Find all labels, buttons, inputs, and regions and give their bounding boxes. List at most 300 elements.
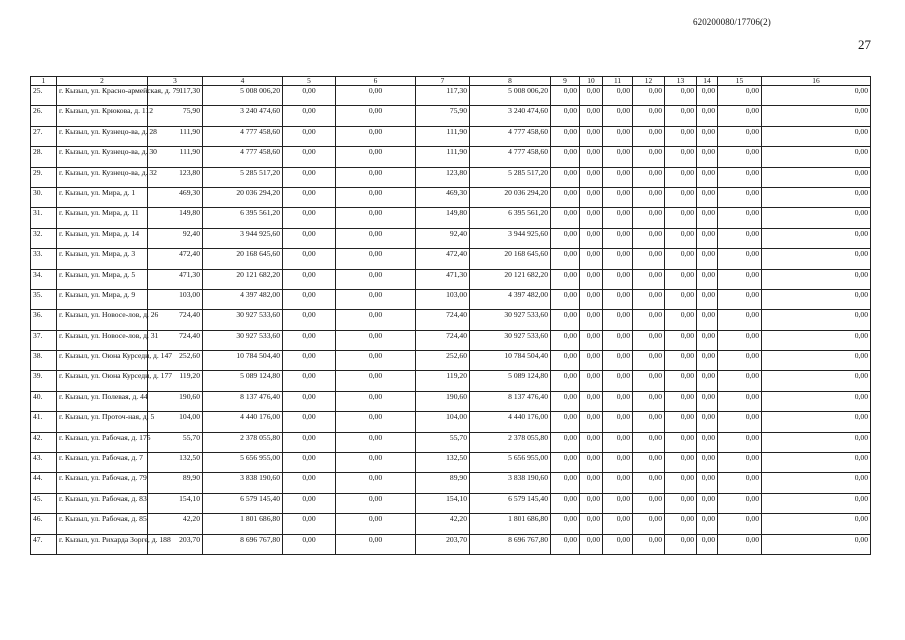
cell-value: 0,00: [336, 534, 416, 554]
cell-value: 0,00: [718, 473, 762, 493]
cell-value: 2 378 055,80: [470, 432, 551, 452]
cell-value: 0,00: [283, 147, 336, 167]
table-row: [31, 412, 871, 432]
row-number: 31.: [31, 208, 57, 228]
cell-value: 0,00: [633, 473, 665, 493]
cell-value: 0,00: [718, 391, 762, 411]
cell-value: 0,00: [283, 310, 336, 330]
cell-value: 0,00: [283, 269, 336, 289]
address-cell: г. Кызыл, ул. Мира, д. 1: [57, 187, 148, 207]
table-header-row: [31, 77, 871, 86]
cell-value: 0,00: [762, 473, 871, 493]
cell-value: 0,00: [633, 412, 665, 432]
cell-value: 0,00: [336, 147, 416, 167]
cell-value: 0,00: [718, 147, 762, 167]
cell-value: 0,00: [283, 86, 336, 106]
cell-value: 0,00: [283, 514, 336, 534]
address-cell: г. Кызыл, ул. Кузнецо-ва, д. 30: [57, 147, 148, 167]
cell-value: 0,00: [551, 493, 580, 513]
cell-value: 0,00: [762, 86, 871, 106]
cell-value: 0,00: [718, 106, 762, 126]
cell-value: 0,00: [762, 514, 871, 534]
cell-value: 0,00: [718, 167, 762, 187]
cell-value: 0,00: [762, 228, 871, 248]
cell-value: 0,00: [697, 208, 718, 228]
cell-value: 0,00: [283, 126, 336, 146]
address-cell: г. Кызыл, ул. Новосе-лов, д. 26: [57, 310, 148, 330]
column-header: 4: [203, 77, 283, 86]
cell-value: 0,00: [665, 269, 697, 289]
cell-value: 472,40: [148, 249, 203, 269]
cell-value: 20 121 682,20: [203, 269, 283, 289]
cell-value: 0,00: [718, 412, 762, 432]
cell-value: 0,00: [665, 310, 697, 330]
cell-value: 0,00: [580, 228, 603, 248]
row-number: 34.: [31, 269, 57, 289]
cell-value: 0,00: [551, 126, 580, 146]
table-row: [31, 391, 871, 411]
table-row: [31, 534, 871, 554]
document-id: 620200080/17706(2): [693, 17, 771, 27]
cell-value: 0,00: [603, 86, 633, 106]
row-number: 45.: [31, 493, 57, 513]
cell-value: 0,00: [762, 453, 871, 473]
cell-value: 0,00: [551, 187, 580, 207]
table-row: [31, 249, 871, 269]
row-number: 41.: [31, 412, 57, 432]
row-number: 46.: [31, 514, 57, 534]
column-header: 1: [31, 77, 57, 86]
cell-value: 471,30: [416, 269, 470, 289]
cell-value: 92,40: [416, 228, 470, 248]
cell-value: 0,00: [580, 289, 603, 309]
cell-value: 0,00: [665, 187, 697, 207]
cell-value: 0,00: [551, 167, 580, 187]
table-row: [31, 453, 871, 473]
cell-value: 0,00: [336, 228, 416, 248]
cell-value: 3 240 474,60: [203, 106, 283, 126]
cell-value: 0,00: [633, 534, 665, 554]
cell-value: 0,00: [283, 167, 336, 187]
cell-value: 132,50: [148, 453, 203, 473]
column-header: 13: [665, 77, 697, 86]
cell-value: 0,00: [551, 534, 580, 554]
row-number: 39.: [31, 371, 57, 391]
cell-value: 8 137 476,40: [203, 391, 283, 411]
row-number: 28.: [31, 147, 57, 167]
cell-value: 0,00: [718, 534, 762, 554]
cell-value: 0,00: [580, 534, 603, 554]
cell-value: 203,70: [148, 534, 203, 554]
cell-value: 0,00: [603, 249, 633, 269]
cell-value: 0,00: [633, 126, 665, 146]
address-cell: г. Кызыл, ул. Мира, д. 5: [57, 269, 148, 289]
cell-value: 0,00: [718, 228, 762, 248]
cell-value: 0,00: [633, 187, 665, 207]
cell-value: 75,90: [416, 106, 470, 126]
cell-value: 6 579 145,40: [203, 493, 283, 513]
column-header: 10: [580, 77, 603, 86]
cell-value: 0,00: [603, 310, 633, 330]
cell-value: 0,00: [603, 371, 633, 391]
cell-value: 119,20: [148, 371, 203, 391]
address-cell: г. Кызыл, ул. Мира, д. 11: [57, 208, 148, 228]
cell-value: 30 927 533,60: [203, 330, 283, 350]
cell-value: 0,00: [633, 310, 665, 330]
cell-value: 0,00: [633, 147, 665, 167]
cell-value: 0,00: [336, 391, 416, 411]
column-header: 14: [697, 77, 718, 86]
column-header: 12: [633, 77, 665, 86]
cell-value: 0,00: [603, 493, 633, 513]
cell-value: 0,00: [697, 371, 718, 391]
cell-value: 0,00: [633, 432, 665, 452]
table-row: [31, 228, 871, 248]
cell-value: 0,00: [697, 432, 718, 452]
cell-value: 5 008 006,20: [470, 86, 551, 106]
cell-value: 0,00: [697, 167, 718, 187]
cell-value: 0,00: [697, 249, 718, 269]
cell-value: 0,00: [697, 330, 718, 350]
row-number: 29.: [31, 167, 57, 187]
cell-value: 4 777 458,60: [203, 126, 283, 146]
cell-value: 0,00: [633, 453, 665, 473]
cell-value: 5 089 124,80: [470, 371, 551, 391]
cell-value: 0,00: [603, 432, 633, 452]
cell-value: 472,40: [416, 249, 470, 269]
column-header: 8: [470, 77, 551, 86]
table-row: [31, 269, 871, 289]
address-cell: г. Кызыл, ул. Рабочая, д. 175: [57, 432, 148, 452]
cell-value: 4 777 458,60: [470, 126, 551, 146]
cell-value: 252,60: [148, 351, 203, 371]
cell-value: 0,00: [697, 126, 718, 146]
cell-value: 0,00: [762, 208, 871, 228]
cell-value: 117,30: [416, 86, 470, 106]
cell-value: 0,00: [633, 330, 665, 350]
cell-value: 0,00: [762, 412, 871, 432]
cell-value: 55,70: [148, 432, 203, 452]
cell-value: 0,00: [580, 269, 603, 289]
column-header: 6: [336, 77, 416, 86]
page-number: 27: [858, 37, 871, 52]
cell-value: 0,00: [665, 86, 697, 106]
cell-value: 0,00: [603, 534, 633, 554]
cell-value: 111,90: [416, 126, 470, 146]
table-row: [31, 514, 871, 534]
cell-value: 0,00: [580, 208, 603, 228]
cell-value: 0,00: [633, 167, 665, 187]
row-number: 38.: [31, 351, 57, 371]
cell-value: 0,00: [665, 147, 697, 167]
cell-value: 0,00: [551, 208, 580, 228]
row-number: 40.: [31, 391, 57, 411]
cell-value: 0,00: [718, 86, 762, 106]
cell-value: 0,00: [665, 473, 697, 493]
cell-value: 0,00: [603, 167, 633, 187]
cell-value: 0,00: [718, 289, 762, 309]
cell-value: 0,00: [718, 453, 762, 473]
cell-value: 0,00: [697, 412, 718, 432]
cell-value: 0,00: [551, 371, 580, 391]
cell-value: 5 285 517,20: [470, 167, 551, 187]
address-cell: г. Кызыл, ул. Проточ-ная, д. 5: [57, 412, 148, 432]
cell-value: 0,00: [665, 249, 697, 269]
data-table: [30, 76, 871, 555]
cell-value: 0,00: [665, 167, 697, 187]
cell-value: 3 944 925,60: [203, 228, 283, 248]
cell-value: 0,00: [762, 289, 871, 309]
cell-value: 0,00: [283, 187, 336, 207]
cell-value: 4 440 176,00: [470, 412, 551, 432]
table-row: [31, 106, 871, 126]
cell-value: 0,00: [283, 493, 336, 513]
cell-value: 0,00: [665, 228, 697, 248]
cell-value: 0,00: [283, 453, 336, 473]
cell-value: 0,00: [580, 412, 603, 432]
cell-value: 8 137 476,40: [470, 391, 551, 411]
cell-value: 0,00: [697, 514, 718, 534]
cell-value: 0,00: [718, 126, 762, 146]
address-cell: г. Кызыл, ул. Полевая, д. 44: [57, 391, 148, 411]
cell-value: 0,00: [336, 269, 416, 289]
cell-value: 0,00: [336, 453, 416, 473]
address-cell: г. Кызыл, ул. Крюкова, д. 112: [57, 106, 148, 126]
cell-value: 0,00: [603, 453, 633, 473]
cell-value: 0,00: [283, 249, 336, 269]
cell-value: 5 089 124,80: [203, 371, 283, 391]
cell-value: 0,00: [762, 126, 871, 146]
cell-value: 0,00: [633, 371, 665, 391]
cell-value: 0,00: [551, 453, 580, 473]
cell-value: 5 656 955,00: [203, 453, 283, 473]
cell-value: 724,40: [148, 330, 203, 350]
row-number: 42.: [31, 432, 57, 452]
cell-value: 0,00: [551, 412, 580, 432]
cell-value: 469,30: [416, 187, 470, 207]
cell-value: 4 440 176,00: [203, 412, 283, 432]
cell-value: 0,00: [580, 330, 603, 350]
cell-value: 0,00: [551, 228, 580, 248]
cell-value: 0,00: [603, 289, 633, 309]
cell-value: 0,00: [551, 86, 580, 106]
cell-value: 0,00: [633, 228, 665, 248]
cell-value: 0,00: [762, 493, 871, 513]
cell-value: 0,00: [697, 453, 718, 473]
cell-value: 0,00: [551, 351, 580, 371]
address-cell: г. Кызыл, ул. Оюна Курседи, д. 147: [57, 351, 148, 371]
cell-value: 0,00: [283, 208, 336, 228]
cell-value: 1 801 686,80: [470, 514, 551, 534]
cell-value: 0,00: [580, 514, 603, 534]
cell-value: 0,00: [718, 351, 762, 371]
cell-value: 0,00: [336, 514, 416, 534]
row-number: 30.: [31, 187, 57, 207]
row-number: 27.: [31, 126, 57, 146]
table-row: [31, 310, 871, 330]
cell-value: 0,00: [697, 86, 718, 106]
cell-value: 0,00: [603, 147, 633, 167]
cell-value: 0,00: [762, 106, 871, 126]
cell-value: 0,00: [580, 493, 603, 513]
table-row: [31, 86, 871, 106]
cell-value: 0,00: [551, 249, 580, 269]
cell-value: 104,00: [148, 412, 203, 432]
cell-value: 0,00: [336, 208, 416, 228]
cell-value: 724,40: [416, 310, 470, 330]
cell-value: 0,00: [665, 351, 697, 371]
row-number: 35.: [31, 289, 57, 309]
cell-value: 0,00: [633, 289, 665, 309]
cell-value: 0,00: [551, 473, 580, 493]
cell-value: 0,00: [762, 391, 871, 411]
address-cell: г. Кызыл, ул. Оюна Курседи, д. 177: [57, 371, 148, 391]
row-number: 43.: [31, 453, 57, 473]
table-row: [31, 351, 871, 371]
cell-value: 0,00: [762, 351, 871, 371]
cell-value: 0,00: [551, 330, 580, 350]
cell-value: 0,00: [633, 391, 665, 411]
cell-value: 0,00: [665, 493, 697, 513]
cell-value: 0,00: [762, 249, 871, 269]
cell-value: 0,00: [580, 371, 603, 391]
address-cell: г. Кызыл, ул. Рабочая, д. 7: [57, 453, 148, 473]
table-body: [31, 86, 871, 555]
cell-value: 0,00: [603, 228, 633, 248]
cell-value: 6 395 561,20: [470, 208, 551, 228]
cell-value: 0,00: [283, 106, 336, 126]
cell-value: 0,00: [718, 330, 762, 350]
cell-value: 0,00: [336, 289, 416, 309]
cell-value: 0,00: [551, 391, 580, 411]
cell-value: 0,00: [762, 432, 871, 452]
cell-value: 0,00: [580, 86, 603, 106]
cell-value: 0,00: [283, 534, 336, 554]
cell-value: 92,40: [148, 228, 203, 248]
cell-value: 0,00: [697, 269, 718, 289]
cell-value: 0,00: [580, 310, 603, 330]
cell-value: 5 285 517,20: [203, 167, 283, 187]
cell-value: 0,00: [762, 147, 871, 167]
cell-value: 0,00: [762, 310, 871, 330]
cell-value: 0,00: [603, 514, 633, 534]
cell-value: 0,00: [336, 412, 416, 432]
cell-value: 0,00: [580, 453, 603, 473]
cell-value: 0,00: [551, 289, 580, 309]
cell-value: 0,00: [762, 371, 871, 391]
address-cell: г. Кызыл, ул. Рабочая, д. 83: [57, 493, 148, 513]
cell-value: 0,00: [697, 351, 718, 371]
cell-value: 0,00: [603, 351, 633, 371]
cell-value: 75,90: [148, 106, 203, 126]
cell-value: 10 784 504,40: [203, 351, 283, 371]
cell-value: 203,70: [416, 534, 470, 554]
cell-value: 149,80: [148, 208, 203, 228]
cell-value: 0,00: [283, 371, 336, 391]
cell-value: 4 397 482,00: [203, 289, 283, 309]
column-header: 16: [762, 77, 871, 86]
cell-value: 0,00: [665, 432, 697, 452]
cell-value: 0,00: [633, 208, 665, 228]
cell-value: 0,00: [283, 289, 336, 309]
cell-value: 0,00: [665, 289, 697, 309]
cell-value: 0,00: [283, 432, 336, 452]
cell-value: 0,00: [551, 310, 580, 330]
cell-value: 3 240 474,60: [470, 106, 551, 126]
cell-value: 0,00: [697, 473, 718, 493]
address-cell: г. Кызыл, ул. Красно-армейская, д. 79: [57, 86, 148, 106]
cell-value: 6 395 561,20: [203, 208, 283, 228]
cell-value: 117,30: [148, 86, 203, 106]
row-number: 26.: [31, 106, 57, 126]
cell-value: 0,00: [603, 473, 633, 493]
cell-value: 0,00: [336, 167, 416, 187]
cell-value: 0,00: [633, 86, 665, 106]
cell-value: 0,00: [665, 534, 697, 554]
cell-value: 0,00: [551, 147, 580, 167]
cell-value: 0,00: [665, 208, 697, 228]
address-cell: г. Кызыл, ул. Кузнецо-ва, д. 32: [57, 167, 148, 187]
cell-value: 5 656 955,00: [470, 453, 551, 473]
cell-value: 0,00: [762, 269, 871, 289]
cell-value: 0,00: [580, 106, 603, 126]
cell-value: 0,00: [603, 330, 633, 350]
cell-value: 0,00: [283, 351, 336, 371]
cell-value: 0,00: [633, 351, 665, 371]
address-cell: г. Кызыл, ул. Рихарда Зорге, д. 188: [57, 534, 148, 554]
cell-value: 0,00: [665, 330, 697, 350]
row-number: 36.: [31, 310, 57, 330]
cell-value: 0,00: [283, 391, 336, 411]
column-header: 11: [603, 77, 633, 86]
cell-value: 0,00: [603, 391, 633, 411]
cell-value: 89,90: [416, 473, 470, 493]
cell-value: 0,00: [718, 310, 762, 330]
cell-value: 0,00: [665, 126, 697, 146]
table-row: [31, 330, 871, 350]
cell-value: 0,00: [336, 493, 416, 513]
cell-value: 0,00: [697, 187, 718, 207]
cell-value: 0,00: [718, 514, 762, 534]
cell-value: 0,00: [580, 473, 603, 493]
cell-value: 0,00: [336, 187, 416, 207]
cell-value: 0,00: [665, 412, 697, 432]
cell-value: 0,00: [718, 432, 762, 452]
column-header: 3: [148, 77, 203, 86]
cell-value: 42,20: [148, 514, 203, 534]
cell-value: 0,00: [336, 126, 416, 146]
cell-value: 0,00: [633, 493, 665, 513]
cell-value: 154,10: [416, 493, 470, 513]
cell-value: 0,00: [283, 412, 336, 432]
cell-value: 10 784 504,40: [470, 351, 551, 371]
cell-value: 0,00: [336, 106, 416, 126]
row-number: 44.: [31, 473, 57, 493]
cell-value: 20 168 645,60: [203, 249, 283, 269]
cell-value: 20 036 294,20: [470, 187, 551, 207]
cell-value: 0,00: [665, 453, 697, 473]
cell-value: 0,00: [718, 371, 762, 391]
cell-value: 30 927 533,60: [203, 310, 283, 330]
cell-value: 104,00: [416, 412, 470, 432]
row-number: 25.: [31, 86, 57, 106]
cell-value: 0,00: [718, 249, 762, 269]
cell-value: 89,90: [148, 473, 203, 493]
cell-value: 0,00: [580, 432, 603, 452]
address-cell: г. Кызыл, ул. Новосе-лов, д. 31: [57, 330, 148, 350]
cell-value: 0,00: [697, 106, 718, 126]
address-cell: г. Кызыл, ул. Рабочая, д. 79: [57, 473, 148, 493]
